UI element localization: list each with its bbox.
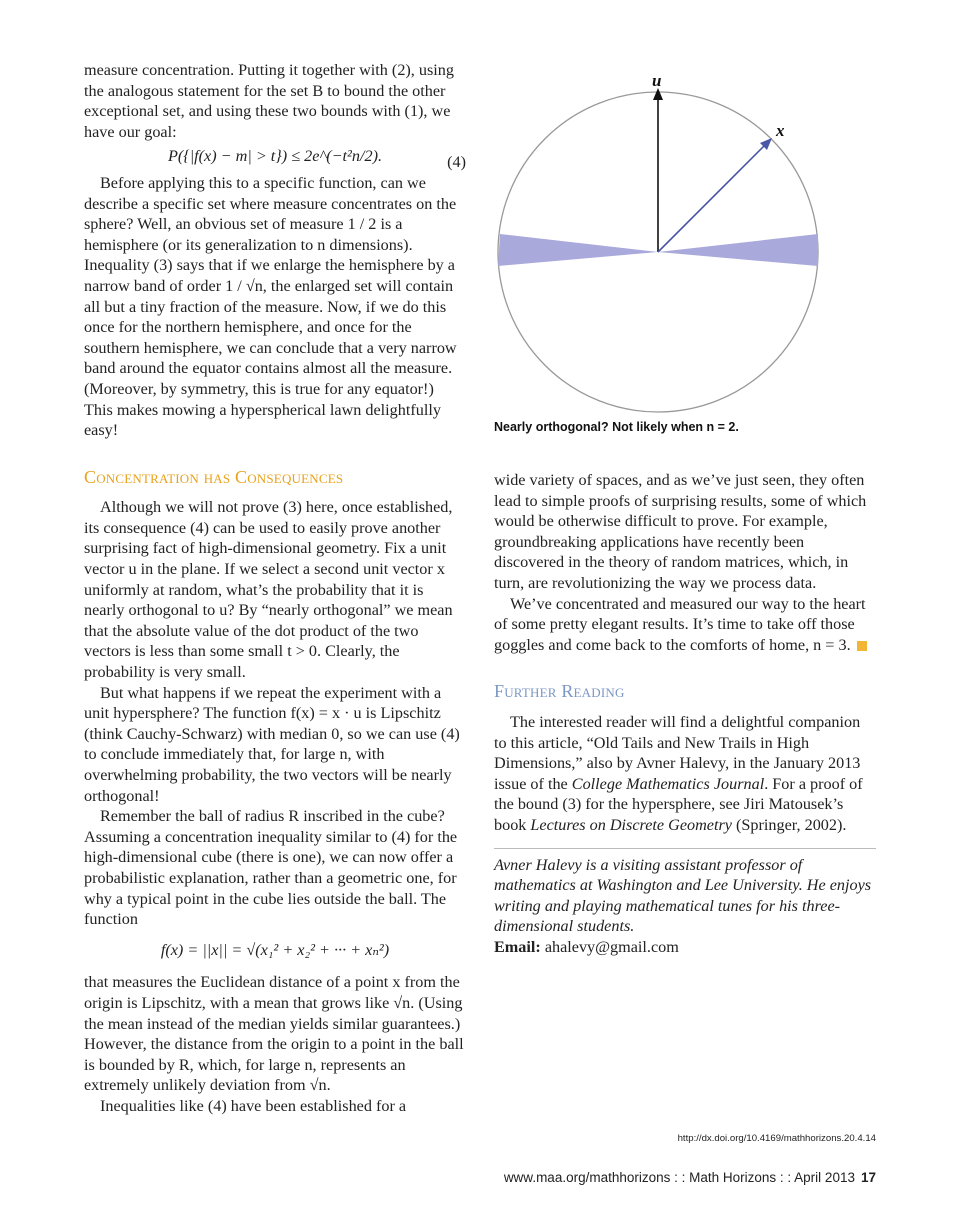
text: (Springer, 2002). [731, 815, 847, 834]
paragraph: Although we will not prove (3) here, once established, its consequence (4) can be used to easily prove another surprising fact of high-dimensional geometry. Fix a unit vector u in the plane. If we select a second unit vector x uniformly at random, what’s the probability that it is nearly orthogonal to u? By “nearly orthogonal” we mean that the absolute value of the dot product of the two vectors is less than some small t > 0. Clearly, the probability is very small. [84, 498, 453, 682]
label-x: x [776, 121, 785, 140]
paragraph [494, 712, 876, 836]
right-column [494, 470, 876, 957]
equator-band-left [498, 234, 658, 266]
equation-norm [84, 940, 466, 961]
text: The interested reader will find a delightful companion to this article, “Old Tails and New Trails in High Dimensions,” also by Avner Halevy, in the January 2013 issue of the [494, 712, 861, 793]
section-heading: Further Reading [494, 681, 625, 702]
email-address[interactable]: ahalevy@gmail.com [544, 937, 679, 956]
left-column [84, 60, 466, 1117]
paragraph: Remember the ball of radius R inscribed in the cube? Assuming a concentration inequality similar to (4) for the high-dimensional cube (there is one), we can now offer a probabilistic explanation, rather than a geometric one, for why a typical point in the cube lies outside the ball. The function [84, 807, 458, 929]
paragraph: But what happens if we repeat the experiment with a unit hypersphere? The function f(x) = x · u is Lipschitz (think Cauchy-Schwarz) with median 0, so we can use (4) to conclude immediately that, for large n, with overwhelming probability, the two vectors will be nearly orthogonal! [84, 683, 460, 805]
author-bio [494, 848, 876, 937]
author-email [494, 937, 876, 958]
paragraph-text: We’ve concentrated and measured our way to the heart of some pretty elegant results. It’s time to take off those goggles and come back to the comforts of home, n = 3. [494, 594, 866, 654]
paragraph: that measures the Euclidean distance of a point x from the origin is Lipschitz, with a mean that grows like √n. (Using the mean instead of the median yields similar guarantees.) However, the distance from the origin to a point in the ball is bounded by R, which, for large n, represents an extremely unlikely deviation from √n. [84, 973, 464, 1095]
end-mark [857, 641, 867, 651]
equation-text: P({|f(x) − m| > t}) ≤ 2e^(−t²n/2). [167, 147, 383, 166]
book-title: Lectures on Discrete Geometry [530, 815, 732, 834]
bio-text: Avner Halevy is a visiting assistant professor of mathematics at Washington and Lee University. He enjoys writing and playing mathematical tunes for his three-dimensional students. [494, 855, 872, 936]
page-number: 17 [860, 1170, 876, 1185]
equator-band-right [658, 234, 818, 266]
vector-x [658, 144, 766, 252]
paragraph: Before applying this to a specific function, can we describe a specific set where measure concentrates on the sphere? Well, an obvious set of measure 1 / 2 is a hemisphere (or its generalization to n dimensions). Inequality (3) says that if we enlarge the hemisphere by a narrow band of order 1 / √n, the enlarged set will contain all but a tiny fraction of the measure. Now, if we do this once for the northern hemisphere, and once for the southern hemisphere, we can conclude that a very narrow band around the equator contains almost all the measure. (Moreover, by symmetry, this is true for any equator!) This makes mowing a hyperspherical lawn delightfully easy! [84, 173, 457, 440]
paragraph: wide variety of spaces, and as we’ve just seen, they often lead to simple proofs of surprising results, some of which would be otherwise difficult to prove. For example, groundbreaking applications have recently been discovered in the theory of random matrices, which, in turn, are revolutionizing the way we process data. [494, 471, 867, 592]
paragraph: Inequalities like (4) have been established for a [100, 1096, 407, 1115]
email-label: Email: [494, 937, 541, 956]
equation-text: f(x) = ||x|| = √(x₁² + x₂² + ··· + xₙ²) [160, 940, 390, 959]
equation-number: (4) [447, 153, 466, 172]
equation-4 [84, 146, 466, 172]
orthogonal-vectors-figure [494, 62, 826, 414]
paragraph: measure concentration. Putting it together with (2), using the analogous statement for the set B to bound the other exceptional set, and using these two bounds with (1), we have our goal: [84, 61, 454, 141]
section-heading: Concentration has Consequences [84, 466, 344, 487]
figure-caption: Nearly orthogonal? Not likely when n = 2. [494, 420, 739, 434]
journal-title: College Mathematics Journal [571, 774, 765, 793]
page-footer [504, 1170, 876, 1185]
label-u: u [652, 71, 662, 90]
footer-text: www.maa.org/mathhorizons : : Math Horizons : : April 2013 [503, 1170, 855, 1185]
text: . For a proof of the bound (3) for the hypersphere, see Jiri Matousek’s book [494, 774, 863, 834]
doi-link[interactable]: http://dx.doi.org/10.4169/mathhorizons.20.4.14 [677, 1133, 876, 1144]
paragraph [494, 594, 876, 656]
